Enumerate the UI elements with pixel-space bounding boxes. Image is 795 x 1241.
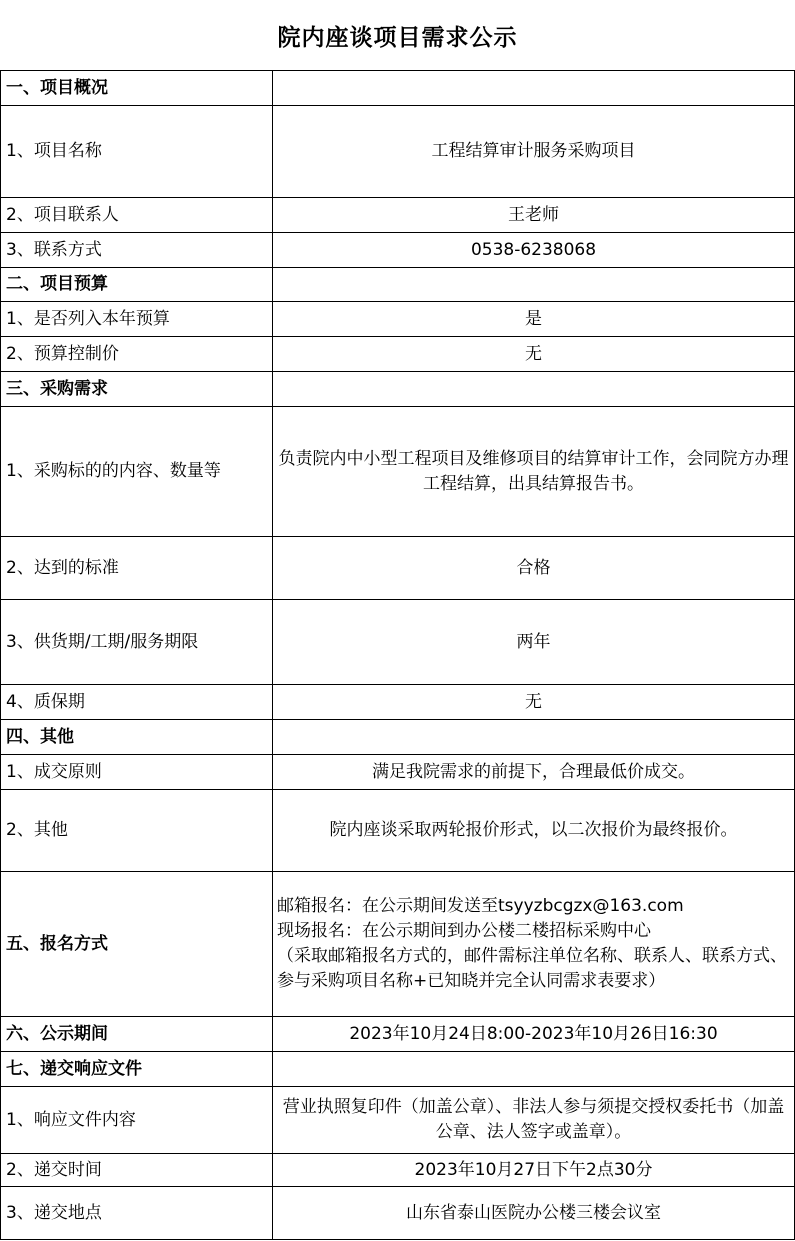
row-value: 2023年10月27日下午2点30分 bbox=[273, 1154, 795, 1187]
section-row-registration bbox=[1, 872, 795, 1017]
section-row-publicity-period bbox=[1, 1017, 795, 1052]
section-row-overview bbox=[1, 71, 795, 106]
row-label: 四、其他 bbox=[1, 720, 273, 755]
row-value bbox=[273, 720, 795, 755]
email-registration-line: 邮箱报名：在公示期间发送至tsyyzbcgzx@163.com bbox=[277, 896, 684, 916]
row-value: 无 bbox=[273, 685, 795, 720]
table-row bbox=[1, 685, 795, 720]
table-row bbox=[1, 198, 795, 233]
table-row bbox=[1, 233, 795, 268]
table-row bbox=[1, 106, 795, 198]
row-label: 2、预算控制价 bbox=[1, 337, 273, 372]
row-value: 工程结算审计服务采购项目 bbox=[273, 106, 795, 198]
row-label: 2、其他 bbox=[1, 790, 273, 872]
registration-note: （采取邮箱报名方式的，邮件需标注单位名称、联系人、联系方式、参与采购项目名称+已知晓并完全认同需求表要求） bbox=[277, 946, 787, 991]
row-label: 1、响应文件内容 bbox=[1, 1087, 273, 1154]
row-value: 院内座谈采取两轮报价形式，以二次报价为最终报价。 bbox=[273, 790, 795, 872]
row-label: 1、采购标的的内容、数量等 bbox=[1, 407, 273, 537]
row-label: 2、达到的标准 bbox=[1, 537, 273, 600]
row-value bbox=[273, 268, 795, 302]
section-row-procurement bbox=[1, 372, 795, 407]
row-label: 3、递交地点 bbox=[1, 1187, 273, 1240]
row-value: 无 bbox=[273, 337, 795, 372]
row-label: 2、递交时间 bbox=[1, 1154, 273, 1187]
row-value: 营业执照复印件（加盖公章）、非法人参与须提交授权委托书（加盖公章、法人签字或盖章）。 bbox=[273, 1087, 795, 1154]
table-row bbox=[1, 1087, 795, 1154]
onsite-registration-line: 现场报名：在公示期间到办公楼二楼招标采购中心 bbox=[277, 921, 651, 941]
row-value: 王老师 bbox=[273, 198, 795, 233]
row-label: 一、项目概况 bbox=[1, 71, 273, 106]
row-value: 满足我院需求的前提下，合理最低价成交。 bbox=[273, 755, 795, 790]
table-row bbox=[1, 600, 795, 685]
row-value bbox=[273, 1052, 795, 1087]
row-value: 两年 bbox=[273, 600, 795, 685]
page-title: 院内座谈项目需求公示 bbox=[277, 23, 518, 51]
table-row bbox=[1, 302, 795, 337]
table-row bbox=[1, 537, 795, 600]
row-value bbox=[273, 71, 795, 106]
row-value bbox=[273, 372, 795, 407]
row-value: 是 bbox=[273, 302, 795, 337]
row-value: 负责院内中小型工程项目及维修项目的结算审计工作，会同院方办理工程结算，出具结算报告书。 bbox=[273, 407, 795, 537]
section-row-other bbox=[1, 720, 795, 755]
row-label: 1、项目名称 bbox=[1, 106, 273, 198]
table-row bbox=[1, 337, 795, 372]
table-row bbox=[1, 407, 795, 537]
table-row bbox=[1, 1154, 795, 1187]
row-label: 2、项目联系人 bbox=[1, 198, 273, 233]
section-row-budget bbox=[1, 268, 795, 302]
row-value: 0538-6238068 bbox=[273, 233, 795, 268]
row-label: 六、公示期间 bbox=[1, 1017, 273, 1052]
row-label: 1、成交原则 bbox=[1, 755, 273, 790]
table-row bbox=[1, 755, 795, 790]
row-label: 二、项目预算 bbox=[1, 268, 273, 302]
table-row bbox=[1, 790, 795, 872]
row-value: 山东省泰山医院办公楼三楼会议室 bbox=[273, 1187, 795, 1240]
requirements-table bbox=[0, 70, 795, 1240]
row-value: 合格 bbox=[273, 537, 795, 600]
row-label: 3、联系方式 bbox=[1, 233, 273, 268]
row-label: 4、质保期 bbox=[1, 685, 273, 720]
table-row bbox=[1, 1187, 795, 1240]
section-row-submission bbox=[1, 1052, 795, 1087]
row-value: 2023年10月24日8:00-2023年10月26日16:30 bbox=[273, 1017, 795, 1052]
row-label: 3、供货期/工期/服务期限 bbox=[1, 600, 273, 685]
row-label: 三、采购需求 bbox=[1, 372, 273, 407]
row-label: 五、报名方式 bbox=[1, 872, 273, 1017]
row-label: 1、是否列入本年预算 bbox=[1, 302, 273, 337]
row-label: 七、递交响应文件 bbox=[1, 1052, 273, 1087]
registration-methods bbox=[273, 872, 795, 1017]
